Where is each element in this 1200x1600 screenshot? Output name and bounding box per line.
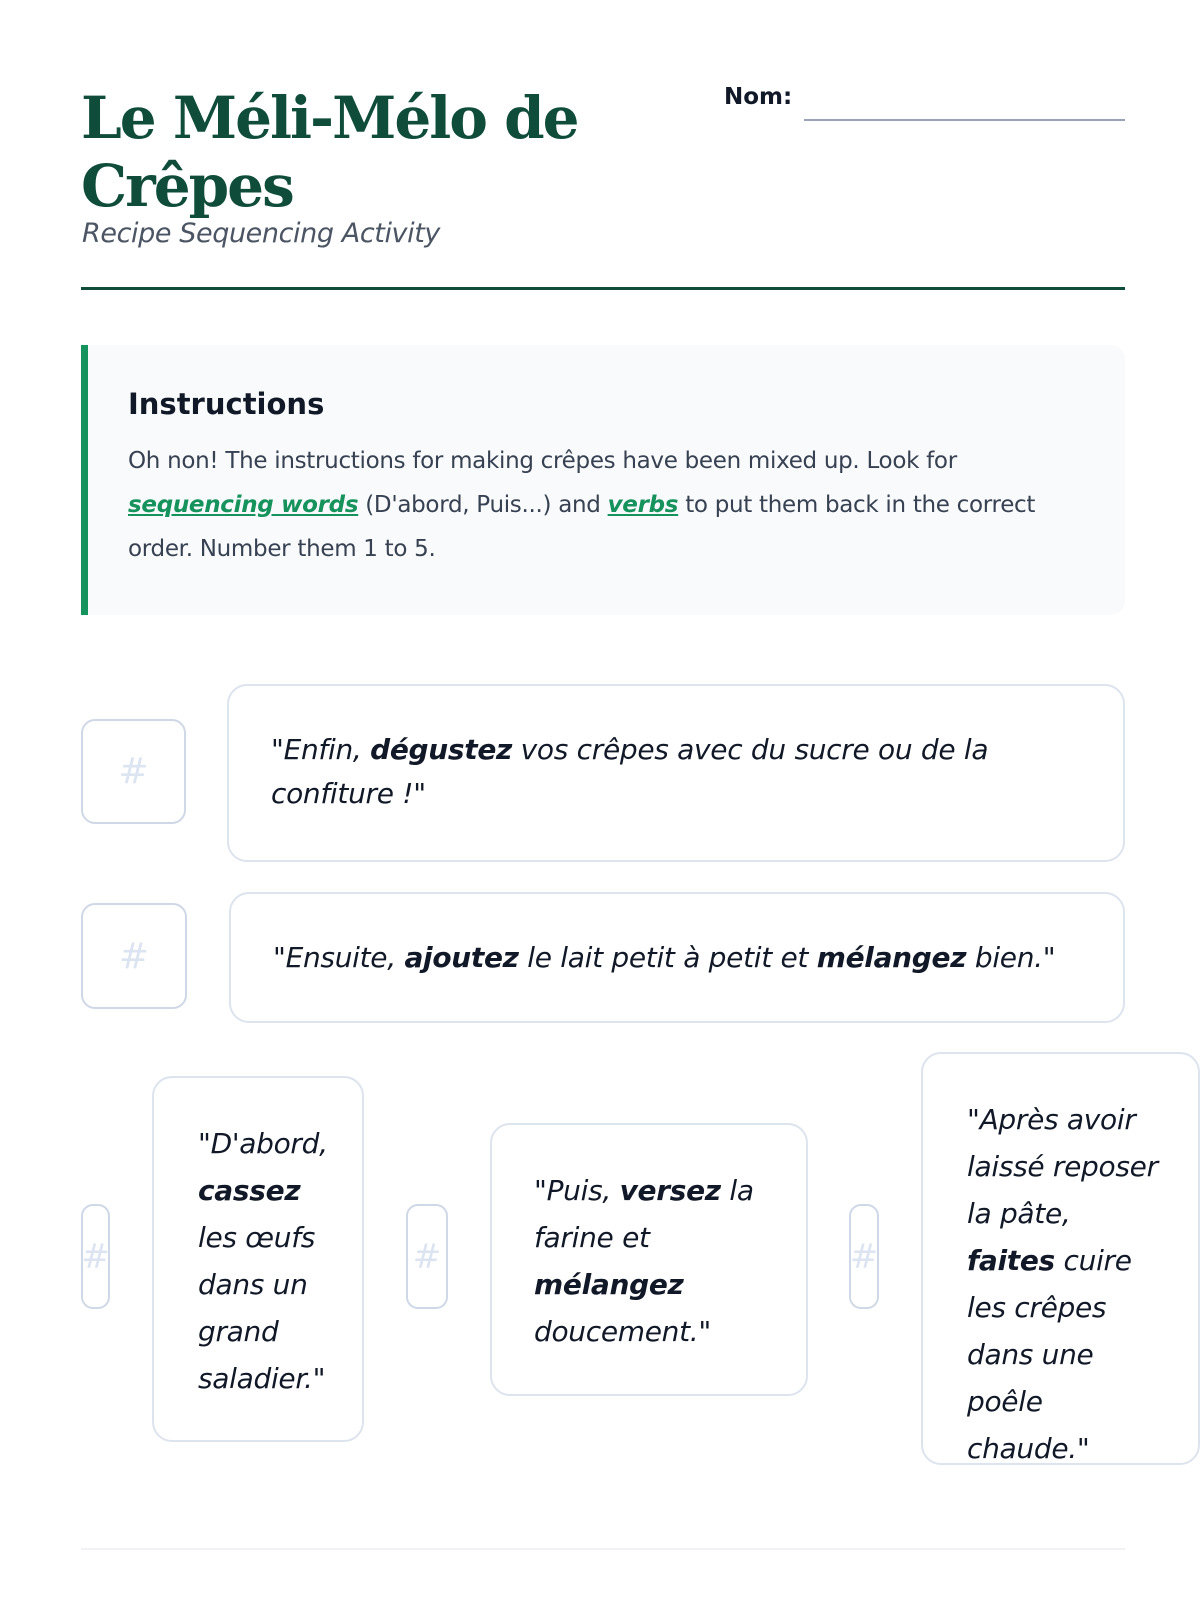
instructions-text-part: (D'abord, Puis...) and: [358, 492, 608, 518]
instructions-text: [128, 439, 1085, 571]
step-text: la farine et: [534, 1174, 754, 1254]
page-subtitle: Recipe Sequencing Activity: [82, 218, 441, 249]
instructions-box: [81, 345, 1125, 615]
name-field-line[interactable]: [804, 119, 1125, 121]
step-text: le lait petit à petit et: [518, 940, 817, 974]
step-number-box[interactable]: #: [81, 903, 187, 1009]
instructions-text-part: Oh non! The instructions for making crêpes have been mixed up. Look for: [128, 448, 957, 474]
step-number-box[interactable]: #: [849, 1204, 879, 1309]
step-verb: mélangez: [816, 940, 967, 974]
step-verb: dégustez: [370, 733, 513, 766]
step-card-dabord: [152, 1076, 364, 1442]
step-verb: versez: [619, 1174, 721, 1207]
step-text: "Ensuite,: [273, 940, 405, 974]
page-title: Le Méli-Mélo de Crêpes: [81, 84, 578, 220]
step-card-enfin: [227, 684, 1125, 862]
step-text: "Puis,: [534, 1174, 620, 1207]
step-verb: faites: [967, 1244, 1055, 1277]
step-card-apres: [921, 1052, 1200, 1465]
step-text: "Enfin,: [271, 733, 371, 766]
name-label: Nom:: [724, 84, 793, 110]
step-text: vos crêpes avec du sucre ou de la confiture !": [271, 733, 989, 810]
step-number-box[interactable]: #: [406, 1204, 448, 1309]
step-card-ensuite: [229, 892, 1125, 1023]
step-number-box[interactable]: #: [81, 719, 186, 824]
footer-divider: [81, 1548, 1125, 1550]
step-card-puis: [490, 1123, 808, 1396]
step-verb: ajoutez: [404, 940, 519, 974]
step-text: doucement.": [534, 1315, 711, 1348]
step-verb: cassez: [198, 1174, 301, 1207]
step-text: cuire les crêpes dans une poêle chaude.": [967, 1244, 1132, 1465]
step-text: "D'abord,: [198, 1127, 328, 1160]
step-text: "Après avoir laissé reposer la pâte,: [967, 1103, 1158, 1230]
instructions-text-part: to put them back in the correct order. Number them 1 to 5.: [128, 492, 1036, 562]
sequencing-words-highlight: sequencing words: [128, 492, 359, 518]
step-text: les œufs dans un grand saladier.": [198, 1221, 326, 1395]
step-number-box[interactable]: #: [81, 1204, 110, 1309]
instructions-heading: Instructions: [128, 387, 325, 421]
step-verb: mélangez: [534, 1268, 684, 1301]
verbs-highlight: verbs: [607, 492, 679, 518]
header-divider: [81, 287, 1125, 290]
step-text: bien.": [966, 940, 1056, 974]
